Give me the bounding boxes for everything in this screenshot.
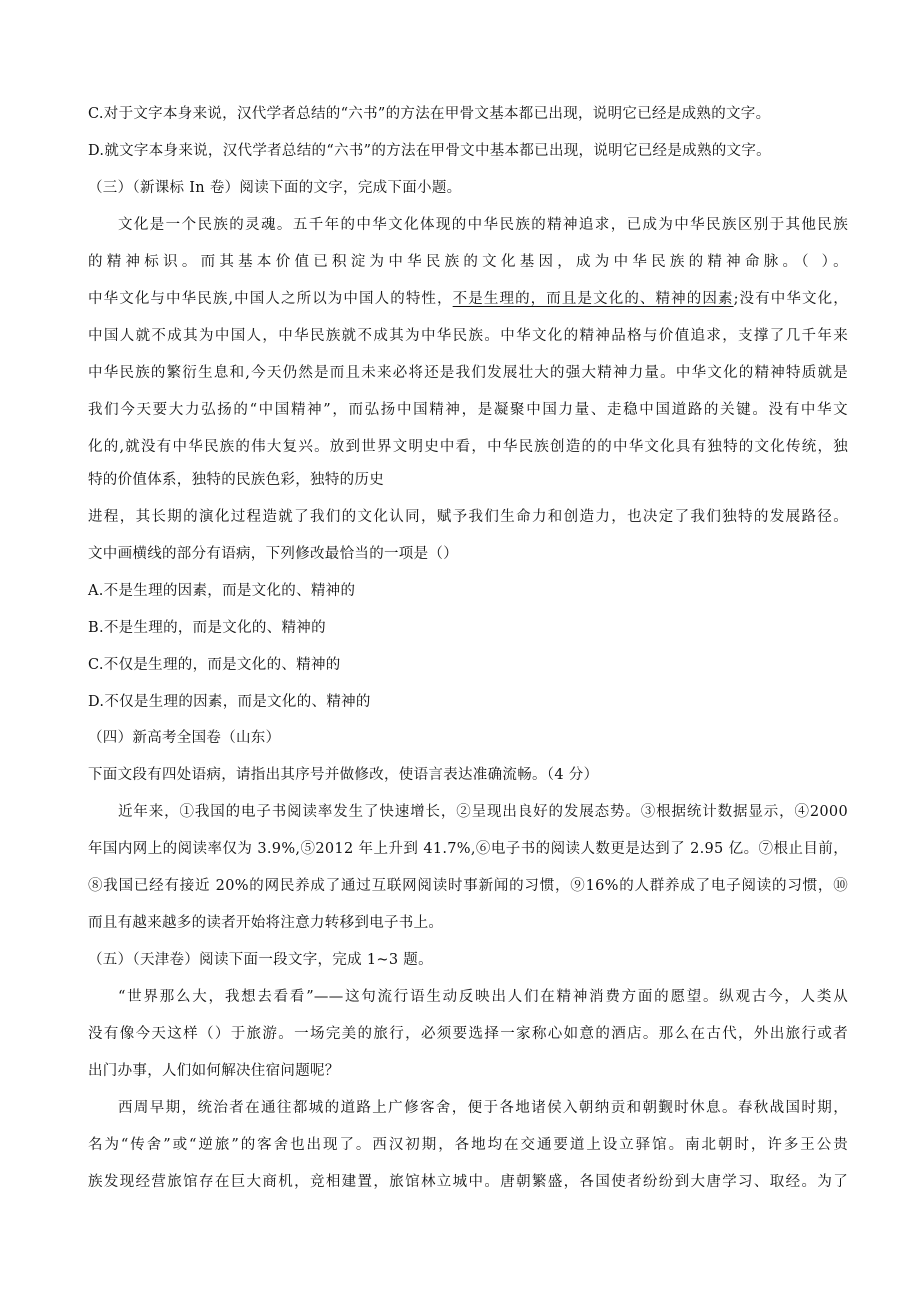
s3-option-b: B.不是生理的，而是文化的、精神的 xyxy=(88,620,326,636)
s5-para2-line-3: 族发现经营旅馆存在巨大商机，竞相建置，旅馆林立城中。唐朝繁盛，各国使者纷纷到大唐学习、取经。为了 xyxy=(88,1174,848,1190)
s3-para-line-7: 化的,就没有中华民族的伟大复兴。放到世界文明史中看，中华民族创造的的中华文化具有独特的文化传统，独 xyxy=(88,439,848,455)
s5-para2-line-2: 名为“传舍”或“逆旅”的客舍也出现了。西汉初期，各地均在交通要道上设立驿馆。南北朝时，许多王公贵 xyxy=(88,1137,848,1153)
s4-para-line-2: 年国内网上的阅读率仅为 3.9%,⑤2012 年上升到 41.7%,⑥电子书的阅读人数更是达到了 2.95 亿。⑦根止目前， xyxy=(88,841,848,857)
s3-question: 文中画横线的部分有语病，下列修改最恰当的一项是（） xyxy=(88,546,458,562)
s3-para-line-5: 中华民族的繁衍生息和,今天仍然是而且未来必将还是我们发展壮大的强大精神力量。中华文化的精神特质就是 xyxy=(88,365,848,381)
s3-line3-suffix: ;没有中华文化， xyxy=(733,291,848,307)
s3-para-line-4: 中国人就不成其为中国人，中华民族就不成其为中华民族。中华文化的精神品格与价值追求，支撑了几千年来 xyxy=(88,328,848,344)
underlined-faulty-phrase: 不是生理的，而且是文化的、精神的因素 xyxy=(452,291,734,307)
s3-para-line-3 xyxy=(88,289,848,309)
s3-para-line-1: 文化是一个民族的灵魂。五千年的中华文化体现的中华民族的精神追求，已成为中华民族区别于其他民族 xyxy=(118,217,848,233)
q2-option-c: C.对于文字本身来说，汉代学者总结的“六书”的方法在甲骨文基本都已出现，说明它已经是成熟的文字。 xyxy=(88,106,771,122)
s3-para-line-9: 进程，其长期的演化过程造就了我们的文化认同，赋予我们生命力和创造力，也决定了我们独特的发展路径。 xyxy=(88,509,848,525)
s3-option-a: A.不是生理的因素，而是文化的、精神的 xyxy=(88,583,356,599)
section-5-header: （五）（天津卷）阅读下面一段文字，完成 1~3 题。 xyxy=(88,952,433,968)
s5-para1-line-3: 出门办事，人们如何解决住宿问题呢？ xyxy=(88,1063,340,1079)
s3-para-line-8: 特的价值体系，独特的民族色彩，独特的历史 xyxy=(88,472,384,488)
s4-instruction: 下面文段有四处语病，请指出其序号并做修改，使语言表达准确流畅。（4 分） xyxy=(88,767,599,783)
s3-para-line-6: 我们今天要大力弘扬的“中国精神”，而弘扬中国精神，是凝聚中国力量、走稳中国道路的关键。没有中华文 xyxy=(88,402,848,418)
s4-para-line-3: ⑧我国已经有接近 20%的网民养成了通过互联网阅读时事新闻的习惯，⑨16%的人群养成了电子阅读的习惯，⑩ xyxy=(88,878,848,894)
s5-para2-line-1: 西周早期，统治者在通往都城的道路上广修客舍，便于各地诸侯入朝纳贡和朝觐时休息。春秋战国时期， xyxy=(118,1100,848,1116)
q2-option-d: D.就文字本身来说，汉代学者总结的“六书”的方法在甲骨文中基本都已出现，说明它已经是成熟的文字。 xyxy=(88,143,771,159)
s4-para-line-4: 而且有越来越多的读者开始将注意力转移到电子书上。 xyxy=(88,915,444,931)
section-4-header: （四）新高考全国卷（山东） xyxy=(88,730,281,746)
section-3-header: （三）（新课标 In 卷）阅读下面的文字，完成下面小题。 xyxy=(88,180,462,196)
s4-para-line-1: 近年来，①我国的电子书阅读率发生了快速增长，②呈现出良好的发展态势。③根据统计数据显示，④2000 xyxy=(118,804,848,820)
s3-line3-prefix: 中华文化与中华民族,中国人之所以为中国人的特性， xyxy=(88,291,453,307)
s5-para1-line-2: 没有像今天这样（）于旅游。一场完美的旅行，必须要选择一家称心如意的酒店。那么在古代，外出旅行或者 xyxy=(88,1026,848,1042)
s3-para-line-2: 的精神标识。而其基本价值已积淀为中华民族的文化基因，成为中华民族的精神命脉。（ ）。 xyxy=(88,254,848,270)
s3-option-c: C.不仅是生理的，而是文化的、精神的 xyxy=(88,657,341,673)
s5-para1-line-1: “世界那么大，我想去看看”——这句流行语生动反映出人们在精神消费方面的愿望。纵观古今，人类从 xyxy=(118,989,848,1005)
s3-option-d: D.不仅是生理的因素，而是文化的、精神的 xyxy=(88,694,371,710)
